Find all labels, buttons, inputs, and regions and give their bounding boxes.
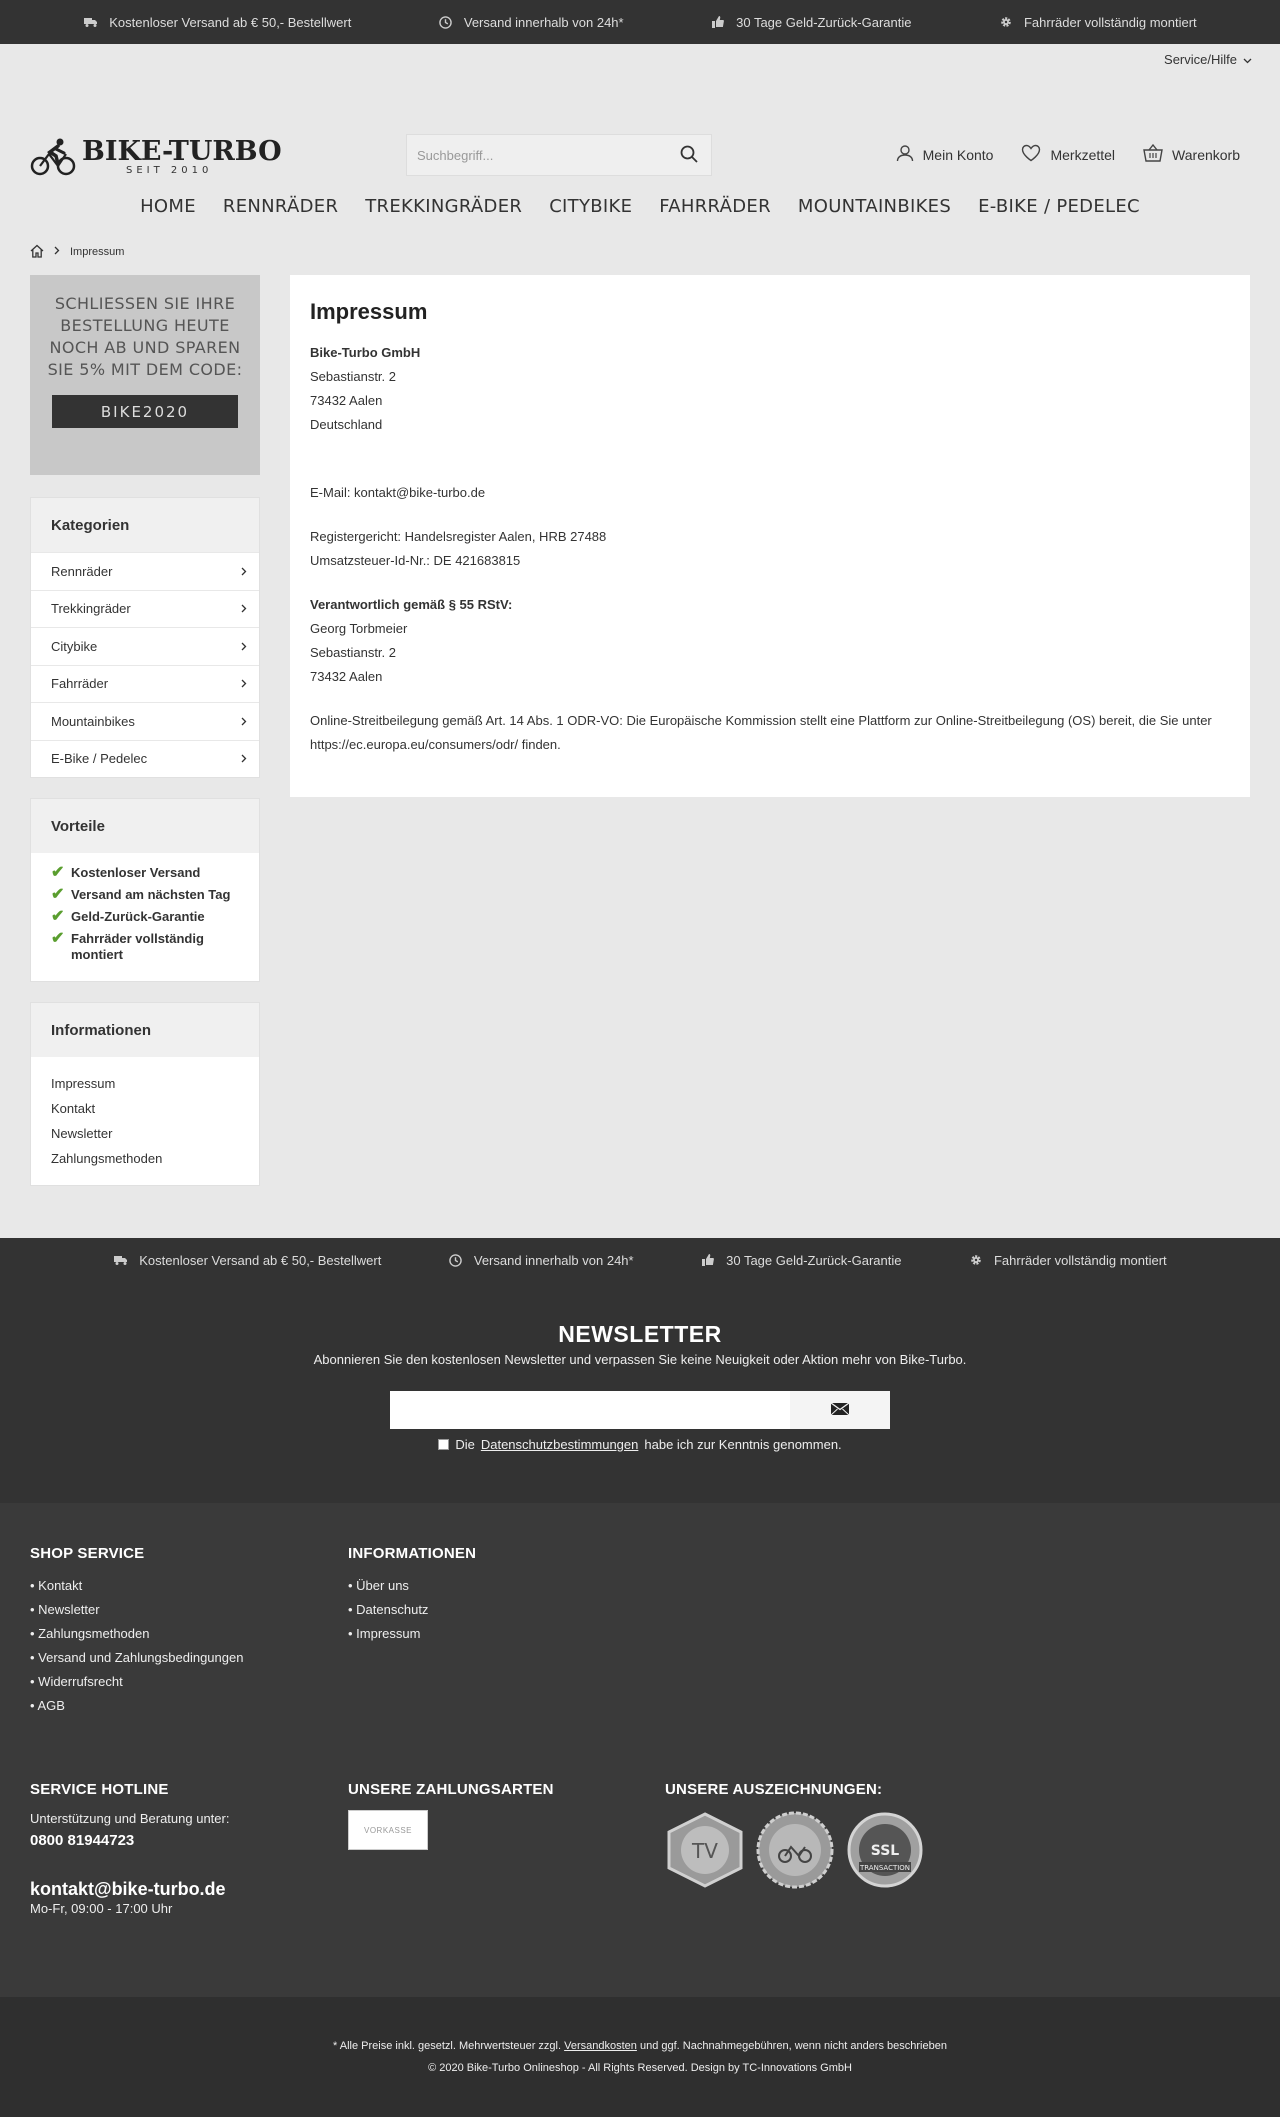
categories-box — [30, 497, 260, 778]
category-item-mountainbikes[interactable] — [31, 702, 259, 740]
basket-icon — [1143, 144, 1163, 165]
checkmark-icon: ✔ — [51, 864, 65, 881]
category-label: Citybike — [51, 638, 98, 654]
wishlist-link[interactable] — [1021, 144, 1115, 165]
footer-link-versand[interactable]: • Versand und Zahlungsbedingungen — [30, 1650, 244, 1665]
svg-text:TRANSACTION: TRANSACTION — [859, 1864, 911, 1872]
chevron-right-icon — [241, 751, 247, 766]
advantage-item — [51, 909, 239, 925]
usp-label: Kostenloser Versand ab € 50,- Bestellwert — [139, 1252, 382, 1268]
vat-id: Umsatzsteuer-Id-Nr.: DE 421683815 — [310, 553, 521, 568]
usp-bar-top — [0, 0, 1280, 44]
search-box — [406, 134, 712, 176]
nav-item-citybike[interactable]: CITYBIKE — [549, 196, 633, 217]
logo-subtitle: SEIT 2010 — [126, 165, 213, 176]
gear-icon — [998, 14, 1014, 30]
company-name: Bike-Turbo GmbH — [310, 345, 421, 360]
hotline-phone[interactable]: 0800 81944723 — [30, 1832, 135, 1849]
advantage-item — [51, 931, 239, 963]
category-item-rennraeder[interactable] — [31, 552, 259, 590]
usp-item — [998, 14, 1197, 30]
header — [0, 44, 1280, 229]
advantages-list — [31, 853, 259, 981]
advantages-box — [30, 798, 260, 982]
categories-title: Kategorien — [31, 498, 259, 552]
cart-link[interactable] — [1143, 144, 1240, 165]
newsletter-form — [390, 1391, 890, 1429]
company-city: 73432 Aalen — [310, 393, 383, 408]
service-help-menu[interactable] — [1164, 52, 1252, 67]
footer-link-impressum[interactable]: • Impressum — [348, 1626, 421, 1641]
privacy-link[interactable]: Datenschutzbestimmungen — [480, 1437, 639, 1452]
advantage-item — [51, 865, 239, 881]
usp-label: Versand innerhalb von 24h* — [463, 14, 624, 30]
prices-pre: * Alle Preise inkl. gesetzl. Mehrwertsteuer zzgl. — [333, 2040, 562, 2052]
chevron-right-icon — [54, 246, 60, 258]
footer-payment — [348, 1781, 554, 1850]
footer-heading: INFORMATIONEN — [348, 1545, 477, 1562]
usp-label: 30 Tage Geld-Zurück-Garantie — [736, 14, 912, 30]
shipping-costs-link[interactable]: Versandkosten — [564, 2040, 637, 2052]
footer-link-widerrufsrecht[interactable]: • Widerrufsrecht — [30, 1674, 123, 1689]
info-link-impressum[interactable]: Impressum — [51, 1076, 116, 1091]
footer-heading: SHOP SERVICE — [30, 1545, 145, 1562]
user-icon — [896, 144, 914, 165]
content-area — [0, 275, 1280, 1238]
copyright: © 2020 Bike-Turbo Onlineshop - All Rights Reserved. Design by TC-Innovations GmbH — [428, 2062, 852, 2074]
advantage-label: Geld-Zurück-Garantie — [71, 909, 205, 924]
hotline-support-text: Unterstützung und Beratung unter: — [30, 1811, 230, 1826]
ssl-transaction-seal-icon — [845, 1810, 925, 1890]
usp-bar-footer — [0, 1238, 1280, 1282]
usp-label: Fahrräder vollständig montiert — [993, 1252, 1167, 1268]
search-icon — [680, 145, 698, 166]
cyclist-logo-icon — [30, 136, 76, 179]
information-title: Informationen — [31, 1003, 259, 1057]
usp-label: Versand innerhalb von 24h* — [473, 1252, 634, 1268]
info-link-newsletter[interactable]: Newsletter — [51, 1126, 113, 1141]
clock-icon — [438, 14, 454, 30]
newsletter-section — [0, 1282, 1280, 1503]
usp-label: Kostenloser Versand ab € 50,- Bestellwert — [109, 14, 352, 30]
account-label: Mein Konto — [922, 146, 994, 163]
promo-code: BIKE2020 — [52, 395, 238, 428]
breadcrumb-current[interactable]: Impressum — [70, 246, 125, 258]
checkmark-icon: ✔ — [51, 908, 65, 925]
nav-item-fahrraeder[interactable]: FAHRRÄDER — [659, 196, 771, 217]
heart-icon — [1021, 144, 1041, 165]
footer-link-newsletter[interactable]: • Newsletter — [30, 1602, 100, 1617]
privacy-checkbox[interactable] — [438, 1439, 449, 1450]
chevron-right-icon — [241, 714, 247, 729]
svg-text:SSL: SSL — [870, 1843, 900, 1859]
category-item-trekkingraeder[interactable] — [31, 590, 259, 628]
checkmark-icon: ✔ — [51, 930, 65, 947]
usp-item — [968, 1252, 1167, 1268]
footer-shop-service — [30, 1545, 243, 1718]
odr-notice: Online-Streitbeilegung gemäß Art. 14 Abs. 1 ODR-VO: Die Europäische Kommission stellt eine Plattform zur Online-Streitbeilegung (OS) bereit, die Sie unter https://ec.europa.eu/consumers/odr/ finden. — [310, 713, 1212, 752]
responsible-street: Sebastianstr. 2 — [310, 645, 396, 660]
prices-post: und ggf. Nachnahmegebühren, wenn nicht anders beschrieben — [639, 2040, 947, 2052]
category-label: Rennräder — [51, 563, 113, 579]
footer-hotline — [30, 1781, 229, 1918]
truck-icon — [113, 1252, 129, 1268]
category-label: Fahrräder — [51, 676, 109, 692]
info-link-kontakt[interactable]: Kontakt — [51, 1101, 96, 1116]
hotline-hours: Mo-Fr, 09:00 - 17:00 Uhr — [30, 1901, 173, 1916]
newsletter-email-input[interactable] — [390, 1391, 790, 1429]
logo[interactable] — [30, 136, 282, 179]
nav-item-rennraeder[interactable]: RENNRÄDER — [222, 196, 339, 217]
impressum-panel — [290, 275, 1250, 797]
usp-item — [113, 1252, 381, 1268]
account-link[interactable] — [896, 144, 994, 165]
thumbs-up-icon — [710, 14, 726, 30]
header-actions — [896, 144, 1240, 165]
footer-heading: UNSERE ZAHLUNGSARTEN — [348, 1781, 554, 1798]
usp-item — [83, 14, 351, 30]
category-label: E-Bike / Pedelec — [51, 751, 148, 767]
promo-banner[interactable] — [30, 275, 260, 475]
company-street: Sebastianstr. 2 — [310, 369, 396, 384]
search-input[interactable] — [407, 148, 667, 163]
category-label: Trekkingräder — [51, 601, 131, 617]
tuev-seal-icon — [665, 1810, 745, 1890]
main-navigation — [0, 196, 1280, 217]
responsible-name: Georg Torbmeier — [310, 621, 408, 636]
privacy-consent — [0, 1437, 1280, 1452]
footer-awards — [665, 1781, 925, 1890]
footer-link-kontakt[interactable]: • Kontakt — [30, 1578, 83, 1593]
advantage-item — [51, 887, 239, 903]
cart-label: Warenkorb — [1172, 146, 1240, 163]
newsletter-title: NEWSLETTER — [558, 1321, 722, 1347]
register-court: Registergericht: Handelsregister Aalen, HRB 27488 — [310, 529, 607, 544]
breadcrumb — [0, 229, 1280, 275]
privacy-pre-text: Die — [455, 1437, 475, 1452]
search-button[interactable] — [667, 135, 711, 175]
info-link-zahlungsmethoden[interactable]: Zahlungsmethoden — [51, 1151, 163, 1166]
clock-icon — [448, 1252, 464, 1268]
chevron-right-icon — [241, 601, 247, 616]
chevron-right-icon — [241, 564, 247, 579]
information-box — [30, 1002, 260, 1186]
category-item-ebike-pedelec[interactable] — [31, 740, 259, 778]
thumbs-up-icon — [700, 1252, 716, 1268]
advantage-label: Fahrräder vollständig montiert — [71, 931, 204, 962]
wishlist-label: Merkzettel — [1050, 146, 1116, 163]
footer-heading: SERVICE HOTLINE — [30, 1781, 169, 1798]
home-icon[interactable] — [30, 244, 44, 261]
bottom-bar — [0, 1997, 1280, 2117]
footer-informationen — [348, 1545, 476, 1646]
nav-item-mountainbikes[interactable]: MOUNTAINBIKES — [797, 196, 952, 217]
contact-email: E-Mail: kontakt@bike-turbo.de — [310, 485, 486, 500]
hotline-email[interactable]: kontakt@bike-turbo.de — [30, 1879, 226, 1899]
category-item-citybike[interactable] — [31, 627, 259, 665]
chevron-right-icon — [241, 639, 247, 654]
responsible-city: 73432 Aalen — [310, 669, 383, 684]
footer-heading: UNSERE AUSZEICHNUNGEN: — [665, 1781, 883, 1798]
usp-label: 30 Tage Geld-Zurück-Garantie — [726, 1252, 902, 1268]
usp-item — [710, 14, 911, 30]
usp-item — [700, 1252, 901, 1268]
promo-text: SCHLIESSEN SIE IHRE BESTELLUNG HEUTE NOCH AB UND SPAREN SIE 5% MIT DEM CODE: — [47, 294, 243, 379]
newsletter-submit-button[interactable] — [790, 1391, 890, 1429]
nav-item-trekkingraeder[interactable]: TREKKINGRÄDER — [365, 196, 523, 217]
main-content — [290, 275, 1250, 1238]
svg-text:TV: TV — [692, 1839, 718, 1863]
category-item-fahrraeder[interactable] — [31, 665, 259, 703]
advantage-label: Kostenloser Versand — [71, 865, 201, 880]
advantages-title: Vorteile — [31, 799, 259, 853]
logo-name: BIKE-TURBO — [82, 136, 282, 167]
newsletter-subtitle: Abonnieren Sie den kostenlosen Newsletter und verpassen Sie keine Neuigkeit oder Aktion mehr von Bike-Turbo. — [313, 1352, 967, 1367]
privacy-post-text: habe ich zur Kenntnis genommen. — [644, 1437, 842, 1452]
usp-item — [438, 14, 624, 30]
envelope-icon — [831, 1403, 849, 1418]
advantage-label: Versand am nächsten Tag — [71, 887, 231, 902]
category-label: Mountainbikes — [51, 713, 135, 729]
nav-item-home[interactable]: HOME — [140, 196, 196, 217]
usp-item — [448, 1252, 634, 1268]
responsible-label: Verantwortlich gemäß § 55 RStV: — [310, 597, 513, 612]
chevron-right-icon — [241, 676, 247, 691]
sidebar — [30, 275, 260, 1238]
footer — [0, 1503, 1280, 1997]
information-list — [31, 1057, 259, 1185]
truck-icon — [83, 14, 99, 30]
bike-award-seal-icon — [755, 1810, 835, 1890]
usp-label: Fahrräder vollständig montiert — [1023, 14, 1197, 30]
page-title: Impressum — [310, 299, 428, 324]
chevron-down-icon — [1243, 52, 1252, 67]
checkmark-icon: ✔ — [51, 886, 65, 903]
service-label: Service/Hilfe — [1164, 52, 1237, 67]
payment-vorkasse-logo: VORKASSE — [348, 1810, 428, 1850]
gear-icon — [968, 1252, 984, 1268]
footer-link-zahlungsmethoden[interactable]: • Zahlungsmethoden — [30, 1626, 150, 1641]
footer-link-ueber-uns[interactable]: • Über uns — [348, 1578, 409, 1593]
company-country: Deutschland — [310, 417, 383, 432]
footer-link-agb[interactable]: • AGB — [30, 1698, 65, 1713]
prices-note — [333, 2035, 947, 2057]
footer-link-datenschutz[interactable]: • Datenschutz — [348, 1602, 429, 1617]
nav-item-ebike-pedelec[interactable]: E-BIKE / PEDELEC — [978, 196, 1140, 217]
